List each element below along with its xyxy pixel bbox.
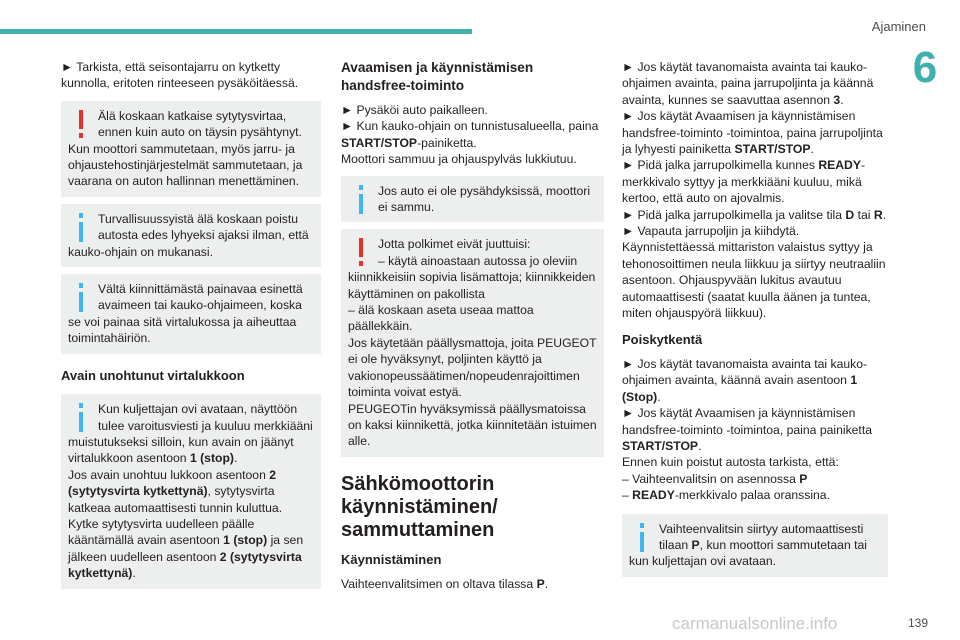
step-ready: ► Pidä jalka jarrupolkimella kunnes READY-merkkivalo syttyy ja merkkiääni kuuluu, mikä kertoo, että auto on ajovalmis. [622, 158, 866, 206]
info-text: Kun kuljettajan ovi avataan, näyttöön tulee varoitusviesti ja kuuluu merkkiääni muistutukseksi silloin, kun avain on jäänyt virtalukkoon asentoon 1 (stop). Jos avain unohtuu lukkoon asentoon 2 (sytytysvirta kytkettynä), sytytysvirta katkeaa automaattisesti tunnin kuluttua. Kytke sytytysvirta uudelleen päälle kääntämällä avain asentoon 1 (stop) ja sen jälkeen uudelleen asentoon 2 (sytytysvirta kytkettynä). [68, 402, 313, 581]
info-icon [636, 523, 648, 553]
info-icon [355, 185, 367, 215]
step-handsfree-start: ► Jos käytät Avaamisen ja käynnistämisen handsfree-toiminto -toimintoa, paina jarrupoljinta ja lyhyesti painiketta START/STOP. [622, 109, 883, 157]
warning-icon [355, 238, 367, 268]
info-box-not-stopped [341, 176, 604, 223]
column-left [61, 59, 321, 596]
chapter-number: 6 [912, 43, 938, 92]
header-accent-bar [0, 29, 472, 34]
starting-heading: Käynnistäminen [341, 551, 442, 567]
info-box-auto-park [622, 514, 888, 577]
warning-text: Älä koskaan katkaise sytytysvirtaa, ennen kuin auto on täysin pysähtynyt. Kun moottori sammutetaan, myös jarru- ja ohjaustehostinjärjestelmät sammutetaan, ja vaarana on auton hallinnan menettäminen. [68, 108, 303, 189]
warning-text: Jotta polkimet eivät juuttuisi: – käytä ainoastaan autossa jo oleviin kiinnikkeisiin sopivia lisämattoja; kiinnikkeiden käyttäminen on pakollista – älä koskaan aseta useaa mattoa päällekkäin. Jos käytetään päällysmattoja, joita PEUGEOT ei ole hyväksynyt, poljinten käyttö ja vakionopeussäätimen/nopeudenrajoittimen toiminta voivat estyä. PEUGEOTin hyväksymissä päällysmatoissa on kaksi kiinnikettä, jotka kiinnitetään istuimen alle. [348, 237, 597, 449]
step-accelerate: ► Vapauta jarrupoljin ja kiihdytä. [622, 224, 800, 239]
handsfree-heading: Avaamisen ja käynnistämisen handsfree-toiminto [341, 60, 534, 93]
info-box-remote [61, 204, 321, 267]
intro-text: ► Tarkista, että seisontajarru on kytketty kunnolla, eritoten rinteeseen pysäköitäessä. [61, 60, 299, 91]
info-icon [75, 213, 87, 243]
engine-off-text: Moottori sammuu ja ohjauspylväs lukkiutuu. [341, 152, 577, 167]
step-handsfree-stop: ► Jos käytät Avaamisen ja käynnistämisen handsfree-toiminto -toimintoa, paina painiketta START/STOP. [622, 406, 872, 453]
step-key-start: ► Jos käytät tavanomaista avainta tai kauko-ohjaimen avainta, paina jarrupoljinta ja käännä avainta, kunnes se saavuttaa asennon 3. [622, 60, 874, 107]
column-middle [341, 59, 604, 593]
watermark: carmanualsonline.info [672, 614, 838, 633]
info-text: Turvallisuussyistä älä koskaan poistu autosta edes lyhyeksi ajaksi ilman, että kauko-ohjain on mukanasi. [68, 211, 309, 259]
warning-box-pedals [341, 229, 604, 456]
start-description: Käynnistettäessä mittariston valaistus syttyy ja tehonosoittimen neula liikkuu ja siirtyy neutraaliin asentoon. Ohjauspyvään lukitus avautuu automaattisesti (saatat kuulla äänen ja tuntea, miten ohjauspyörä liikkuu). [622, 240, 886, 321]
check-gear-selector: – Vaihteenvalitsin on asennossa P [622, 471, 808, 486]
info-text: Jos auto ei ole pysähdyksissä, moottori ei sammu. [378, 183, 591, 215]
key-forgotten-heading: Avain unohtunut virtalukkoon [61, 367, 245, 383]
step-key-stop: ► Jos käytät tavanomaista avainta tai kauko-ohjaimen avainta, käännä avain asentoon 1 (Stop). [622, 356, 868, 404]
info-box-key-forgotten [61, 394, 321, 588]
electric-motor-heading: Sähkömoottorin käynnistäminen/ sammuttaminen [341, 472, 498, 541]
page-number: 139 [907, 616, 928, 630]
before-leaving-text: Ennen kuin poistut autosta tarkista, että: [622, 455, 839, 470]
gear-selector-text: Vaihteenvalitsimen on oltava tilassa P. [341, 577, 549, 592]
step-press-start-stop: ► Kun kauko-ohjain on tunnistusalueella, paina START/STOP-painiketta. [341, 119, 599, 150]
switch-off-heading: Poiskytkentä [622, 331, 703, 347]
warning-icon [75, 110, 87, 140]
check-ready-light: – READY-merkkivalo palaa oranssina. [622, 488, 830, 503]
info-text: Vaihteenvalitsin siirtyy automaattisesti tilaan P, kun moottori sammutetaan tai kun kuljettajan ovi avataan. [629, 521, 867, 569]
step-park: ► Pysäköi auto paikalleen. [341, 103, 488, 117]
info-icon [75, 283, 87, 313]
info-box-heavy-object [61, 274, 321, 354]
column-right [622, 59, 888, 584]
step-select-mode: ► Pidä jalka jarrupolkimella ja valitse tila D tai R. [622, 207, 887, 222]
info-text: Vältä kiinnittämästä painavaa esinettä avaimeen tai kauko-ohjaimeen, koska se voi painaa sitä virtalukossa ja aiheuttaa toimintahäiriön. [68, 282, 303, 346]
section-title: Ajaminen [871, 19, 926, 34]
warning-box-ignition [61, 101, 321, 197]
info-icon [75, 403, 87, 433]
